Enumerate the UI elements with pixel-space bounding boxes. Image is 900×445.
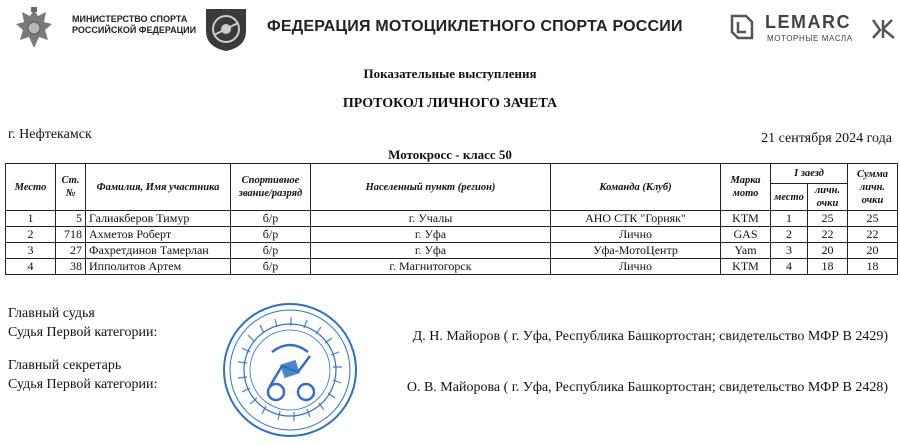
cell-rank: б/р [231,211,311,227]
cell-start-number: 5 [56,211,86,227]
cell-city: г. Уфа [311,227,551,243]
cell-race-place: 2 [771,227,808,243]
event-city: г. Нефтекамск [8,127,92,142]
ministry-line-2: РОССИЙСКОЙ ФЕДЕРАЦИИ [72,25,197,35]
cell-sum: 22 [848,227,898,243]
cell-moto: KTM [721,259,771,275]
cell-sum: 25 [848,211,898,227]
secretary-title: Главный секретарь [8,358,122,373]
header-name: Фамилия, Имя участника [86,164,231,211]
cell-name: Ипполитов Артем [86,259,231,275]
event-date: 21 сентября 2024 года [761,131,892,146]
cell-race-place: 4 [771,259,808,275]
header-team: Команда (Клуб) [551,164,721,211]
cell-team: Уфа-МотоЦентр [551,243,721,259]
judge-title: Главный судья [8,306,95,321]
cell-city: г. Магнитогорск [311,259,551,275]
cell-team: Лично [551,227,721,243]
cell-name: Ахметов Роберт [86,227,231,243]
stamp-seal [220,300,360,440]
lemarc-logo-icon [728,12,756,42]
cell-place: 3 [6,243,56,259]
cell-start-number: 27 [56,243,86,259]
cell-city: г. Учалы [311,211,551,227]
cell-moto: Yam [721,243,771,259]
cell-team: АНО СТК "Горняк" [551,211,721,227]
cell-place: 1 [6,211,56,227]
russian-emblem-icon [12,6,56,52]
header-race-1: I заезд [771,164,848,184]
cell-moto: GAS [721,227,771,243]
document-title: ПРОТОКОЛ ЛИЧНОГО ЗАЧЕТА [342,96,558,111]
cell-rank: б/р [231,259,311,275]
table-row [6,227,898,243]
cell-place: 2 [6,227,56,243]
cell-race-place: 1 [771,211,808,227]
header-moto: Марка мото [721,164,771,211]
federation-title: ФЕДЕРАЦИЯ МОТОЦИКЛЕТНОГО СПОРТА РОССИИ [267,18,683,35]
cell-name: Галиакберов Тимур [86,211,231,227]
cell-sum: 18 [848,259,898,275]
header-place: Место [6,164,56,211]
secretary-name: О. В. Майорова ( г. Уфа, Республика Башкортостан; свидетельство МФР В 2428) [406,380,888,395]
cell-sum: 20 [848,243,898,259]
table-row [6,259,898,275]
ministry-name [72,14,196,36]
header-rank: Спортивное звание/разряд [231,164,311,211]
cell-rank: б/р [231,227,311,243]
cell-place: 4 [6,259,56,275]
cell-race-place: 3 [771,243,808,259]
cell-name: Фахретдинов Тамерлан [86,243,231,259]
ministry-line-1: МИНИСТЕРСТВО СПОРТА [72,14,188,24]
cell-race-points: 20 [808,243,848,259]
cell-race-points: 22 [808,227,848,243]
cell-city: г. Уфа [311,243,551,259]
header-city: Населенный пункт (регион) [311,164,551,211]
sponsor-subtitle: МОТОРНЫЕ МАСЛА [767,34,853,43]
header-race-1-points: личн. очки [808,184,848,211]
sponsor-name: LEMARC [765,12,851,32]
sponsor-logo-icon [870,16,900,42]
cell-race-points: 18 [808,259,848,275]
cell-start-number: 38 [56,259,86,275]
class-title: Мотокросс - класс 50 [388,147,512,162]
cell-start-number: 718 [56,227,86,243]
event-subtitle: Показательные выступления [363,66,537,81]
cell-rank: б/р [231,243,311,259]
cell-race-points: 25 [808,211,848,227]
results-table [5,163,898,275]
header-sum: Сумма личн. очки [848,164,898,211]
cell-moto: KTM [721,211,771,227]
federation-logo-icon [200,5,252,53]
letterhead [0,0,900,58]
table-row [6,243,898,259]
table-row [6,211,898,227]
header-start-number: Ст. № [56,164,86,211]
judge-name: Д. Н. Майоров ( г. Уфа, Республика Башкортостан; свидетельство МФР В 2429) [412,329,888,344]
secretary-category: Судья Первой категории: [8,377,158,392]
header-race-1-place: место [771,184,808,211]
cell-team: Лично [551,259,721,275]
judge-category: Судья Первой категории: [8,325,158,340]
